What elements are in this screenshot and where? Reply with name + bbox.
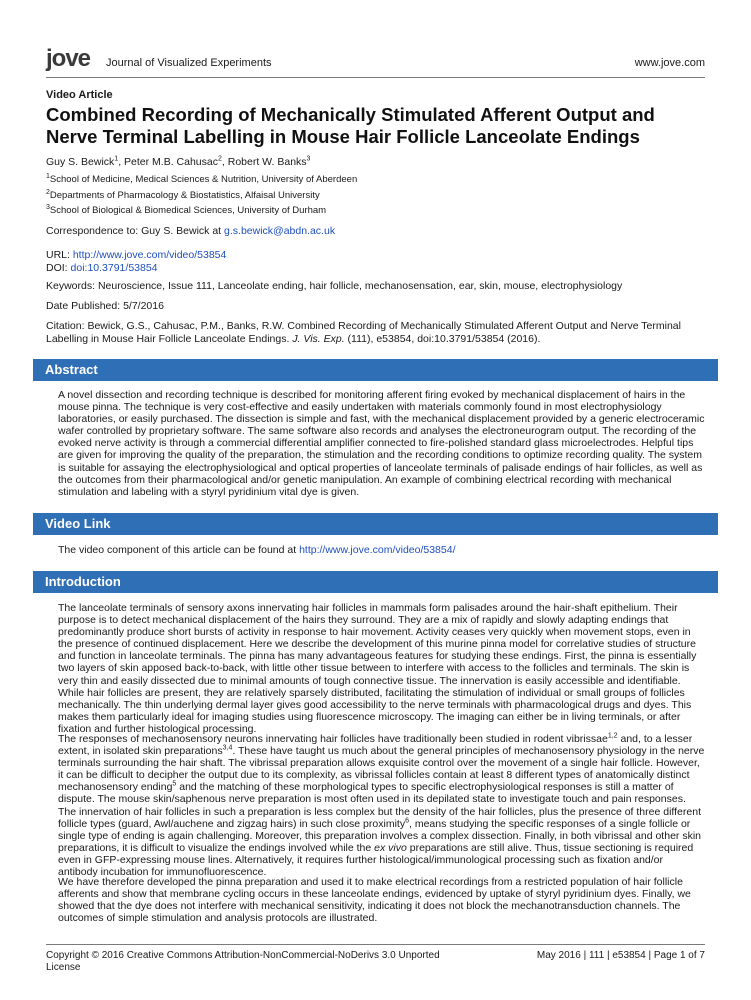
site-url[interactable]: www.jove.com	[634, 57, 705, 69]
affiliation: $^1$School of Medicine, Medical Sciences & Nutrition, University of Aberdeen	[46, 172, 358, 185]
page-header	[46, 45, 705, 74]
video-link-text: The video component of this article can be found at http://www.jove.com/video/53854/	[58, 544, 456, 556]
correspondence: Correspondence to: Guy S. Bewick at g.s.bewick@abdn.ac.uk	[46, 225, 336, 237]
video-link[interactable]: http://www.jove.com/video/53854/	[299, 544, 456, 556]
email-link[interactable]: g.s.bewick@abdn.ac.uk	[224, 225, 336, 237]
affiliation: $^3$School of Biological & Biomedical Sciences, University of Durham	[46, 203, 327, 216]
page-info: May 2016 | 111 | e53854 | Page 1 of 7	[536, 950, 705, 961]
introduction-paragraph-1: The lanceolate terminals of sensory axons innervating hair follicles in mammals form palisades around the hair-shaft epithelium. Their purpose is to detect mechanical displacement of the hairs they surround. They are a mix of rapidly and slowly adapting endings that predominantly produce short bursts of activity in response to hair movement. Activity ceases very quickly when movement stops, even in the presence of continued displacement. Here we describe the development of this murine pinna model for correlative studies of structure and function in lanceolate terminals. The pinna has many advantageous features for studying these endings. First, the pinna is essentially two layers of skin apposed back-to-back, with little other tissue between to interfere with access to the follicles and terminals. The skin is very thin and easily dissected due to minimal amounts of tough connective tissue. The innervation is easily accessible and identifiable. While hair follicles are present, they are relatively sparsely distributed, facilitating the stimulation of individual or small groups of follicles mechanically. The thin underlying dermal layer gives good accessibility to the nerve terminals with pharmacological drugs and dyes. This makes them particularly ideal for imaging studies using fluorescence microscopy. The imaging can either be in living terminals, or after fixation and further histological processing.	[58, 602, 697, 735]
author: Peter M.B. Cahusac$^2$	[124, 155, 222, 168]
article-type: Video Article	[46, 89, 113, 101]
introduction-paragraph-3: We have therefore developed the pinna preparation and used it to make electrical recordings from a restricted population of hair follicle afferents and show that membrane cycling occurs in these lanceolate endings, evidenced by uptake of styryl pyridinium dyes. Finally, we showed that the dye does not interfere with mechanical sensitivity, indicating it does not block the mechanotransduction channels. The outcomes of simple stimulation and analysis protocols are illustrated.	[58, 876, 691, 925]
journal-name: Journal of Visualized Experiments	[106, 57, 272, 69]
jove-logo[interactable]	[46, 45, 91, 72]
logo-text: jove	[46, 45, 91, 72]
article-title: Combined Recording of Mechanically Stimulated Afferent Output and Nerve Terminal Labelling in Mouse Hair Follicle Lanceolate Endings	[46, 104, 655, 147]
author-list: Guy S. Bewick$^1$, Peter M.B. Cahusac$^2$, Robert W. Banks$^3$	[46, 155, 311, 168]
abstract-heading: Abstract	[33, 359, 718, 381]
author: Guy S. Bewick$^1$	[46, 155, 119, 168]
article-url-link[interactable]: http://www.jove.com/video/53854	[72, 249, 227, 261]
citation: Citation: Bewick, G.S., Cahusac, P.M., Banks, R.W. Combined Recording of Mechanically Stimulated Afferent Output and Nerve Terminal Labelling in Mouse Hair Follicle Lanceolate Endings. J. Vis. Exp. (111), e53854, doi:10.3791/53854 (2016).	[46, 320, 681, 345]
header-divider	[46, 77, 705, 78]
doi-link[interactable]: doi:10.3791/53854	[70, 262, 158, 274]
abstract-text: A novel dissection and recording technique is described for monitoring afferent firing evoked by mechanical displacement of hairs in the mouse pinna. The technique is very cost-effective and easily undertaken with materials commonly found in most electrophysiology laboratories, or easily purchased. The dissection is simple and fast, with the mechanical displacement provided by a generic electroceramic wafer controlled by proprietary software. The same software also records and analyses the electroneurogram output. The recording of the evoked nerve activity is through a commercial differential amplifier connected to fire-polished standard glass microelectrodes. Helpful tips are given for improving the quality of the preparation, the stimulation and the recording conditions to optimize recording quality. The system is suitable for assaying the electrophysiological and optical properties of lanceolate terminals of palisade endings of hair follicles, as well as the outcomes from their pharmacological and/or genetic manipulation. An example of combining electrical recording with mechanical stimulation and labeling with a styryl pyridinium vital dye is given.	[58, 389, 705, 498]
article-header	[46, 89, 705, 148]
copyright-notice: Copyright © 2016 Creative Commons Attribution-NonCommercial-NoDerivs 3.0 Unported License	[46, 950, 440, 973]
introduction-heading: Introduction	[33, 571, 718, 593]
affiliations	[46, 172, 705, 219]
introduction-paragraph-2: The responses of mechanosensory neurons innervating hair follicles have traditionally been studied in rodent vibrissae$^{1,2}$ and, to a lesser extent, in isolated skin preparations$^{3,4}$. These have taught us much about the general principles of mechanosensory physiology in the nerve terminals surrounding the hair shaft. The vibrissal preparation allows exquisite control over the movement of a single hair follicle. However, it can be difficult to decipher the output due to its complexity, as vibrissal follicles contain at least 8 different types of anatomically distinct mechanosensory ending$^5$ and the matching of these morphological types to specific electrophysiological responses is still a matter of dispute. The mouse skin/saphenous nerve preparation is most often used in its depilated state to investigate touch and pain responses. The innervation of hair follicles in such a preparation is less complex but the density of the hair follicles, plus the presence of three different follicle types (guard, Awl/auchene and zigzag hairs) in such close proximity$^6$, means studying the specific responses of a single follicle or single type of ending is again challenging. Moreover, this preparation involves a complex dissection. Finally, in both vibrissal and other skin preparations, it is difficult to visualize the endings involved while the ex vivo preparations are still alive. Thus, tissue sectioning is required even in GFP-expressing mouse lines. Alternatively, it requires further histological/immunological processing such as fixation and/or antibody incubation for immunofluorescence.	[58, 732, 705, 879]
author: Robert W. Banks$^3$	[227, 155, 311, 168]
keywords: Keywords: Neuroscience, Issue 111, Lanceolate ending, hair follicle, mechanosensation, ear, skin, mouse, electrophysiology	[46, 280, 623, 292]
affiliation: $^2$Departments of Pharmacology & Biostatistics, Alfaisal University	[46, 188, 320, 201]
video-link-heading: Video Link	[33, 513, 718, 535]
footer-divider	[46, 944, 705, 945]
date-published: Date Published: 5/7/2016	[46, 300, 164, 312]
url-doi: URL: http://www.jove.com/video/53854 DOI: doi:10.3791/53854	[46, 249, 227, 274]
